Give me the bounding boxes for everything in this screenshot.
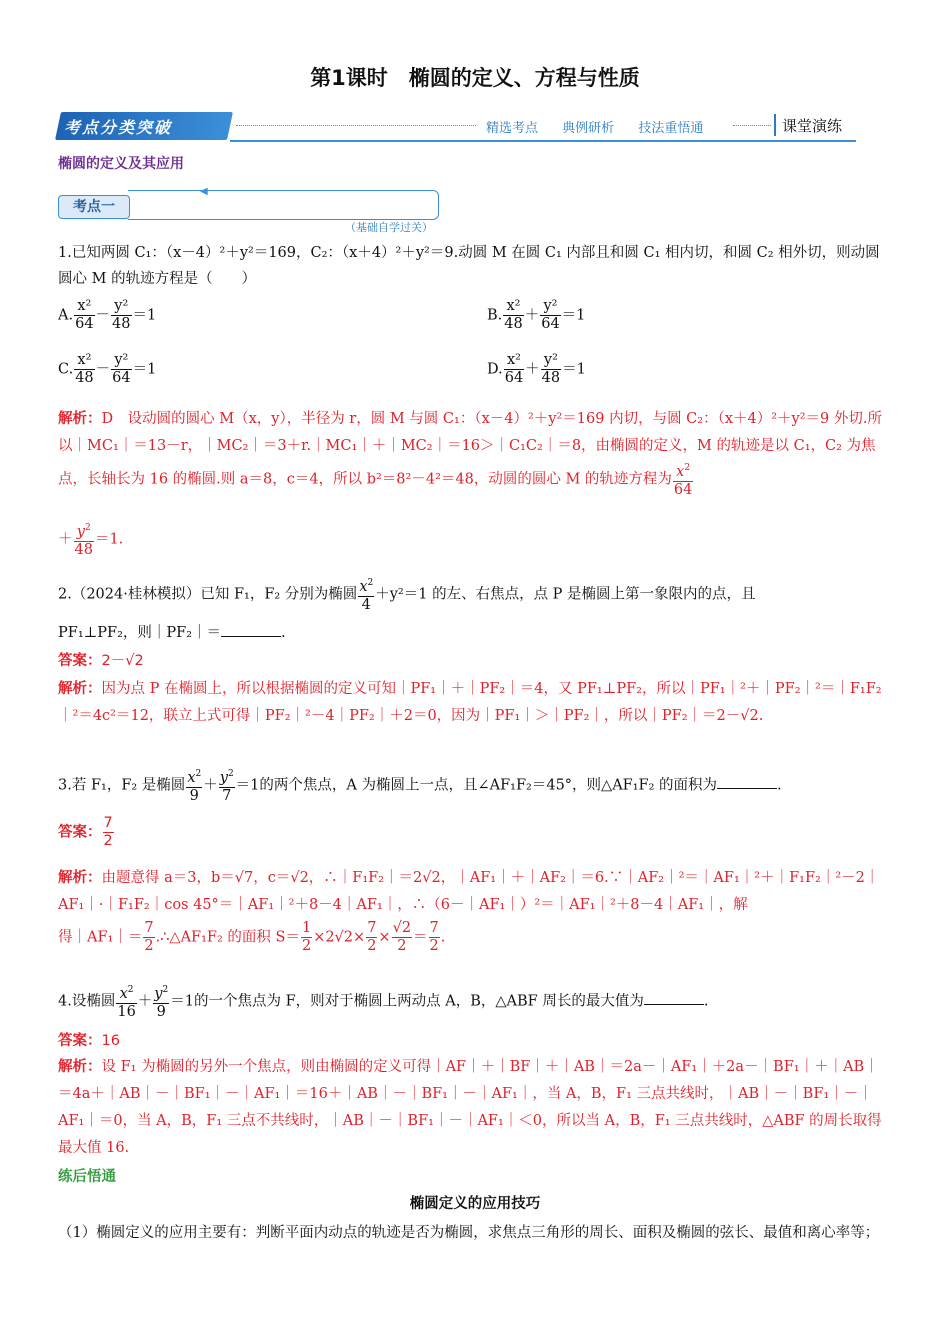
q2-stem: 2.（2024·桂林模拟）已知 F₁，F₂ 分别为椭圆 $\frac{x^2}{4}$ ＋y²＝1 的左、右焦点，点 P 是椭圆上第一象限内的点，且 — [58, 575, 888, 614]
q1-analysis: 解析：D 设动圆的圆心 M（x，y），半径为 r，圆 M 与圆 C₁：（x－4）²＋y²＝169 内切，与圆 C₂：（x＋4）²＋y²＝9 外切.所以｜MC₁｜＝13－r，｜MC₂｜＝3＋r.｜MC₁｜＋｜MC₂｜＝16＞｜C₁C₂｜＝8，由椭圆的定义，M 的轨迹是以 C₁，C₂ 为焦点，长轴长为 16 的椭圆.则 a＝8，c＝4，所以 b²＝8²－4²＝48，动圆的圆心 M 的轨迹方程为 $\frac{x^2}{64}$ — [58, 411, 883, 498]
answer-blank[interactable] — [221, 622, 281, 637]
section-banner — [58, 112, 858, 142]
banner-item: 典例研析 — [562, 121, 615, 136]
answer-blank[interactable] — [644, 990, 704, 1005]
q2-analysis: 解析：因为点 P 在椭圆上，所以根据椭圆的定义可知｜PF₁｜＋｜PF₂｜＝4，又 PF₁⊥PF₂，所以｜PF₁｜²＋｜PF₂｜²＝｜F₁F₂｜²＝4c²＝12，联立上式可得｜PF₂｜²－4｜PF₂｜＋2＝0，因为｜PF₁｜＞｜PF₂｜，所以｜PF₂｜＝2－√2. — [58, 681, 882, 724]
q2-answer: 答案：2－√2 — [58, 653, 144, 669]
q3-analysis-end: 得｜AF₁｜＝ $\frac{7}{2}$ .∴△AF₁F₂ 的面积 S＝ $\frac{1}{2}$ ×2√2× $\frac{7}{2}$ × $\frac{√2}{2}$ ＝ $\frac{7}{2}$ . — [58, 920, 446, 954]
q1-option-b: B. $\frac{\text{x²}}{48}$ ＋ $\frac{\text{y²}}{64}$ ＝1 — [487, 298, 586, 332]
kaodian-subtitle: （基础自学过关） — [345, 221, 433, 234]
kaodian-tag: 考点一 — [58, 195, 130, 219]
q4-stem: 4.设椭圆 $\frac{x^2}{16}$ ＋ $\frac{y^2}{9}$ ＝1的一个焦点为 F，则对于椭圆上两动点 A，B，△ABF 周长的最大值为 . — [58, 982, 888, 1021]
banner-separator — [774, 114, 776, 136]
banner-items — [486, 117, 717, 136]
q1-stem: 1.已知两圆 C₁：（x－4）²＋y²＝169，C₂：（x＋4）²＋y²＝9.动圆 M 在圆 C₁ 内部且和圆 C₁ 相内切，和圆 C₂ 相外切，则动圆圆心 M 的轨迹方程是（ ） — [58, 245, 880, 287]
q3-stem: 3.若 F₁，F₂ 是椭圆 $\frac{x^2}{9}$ ＋ $\frac{y^2}{7}$ ＝1的两个焦点，A 为椭圆上一点，且∠AF₁F₂＝45°，则△AF₁F₂ 的面积为 . — [58, 766, 888, 805]
answer-blank[interactable] — [717, 774, 777, 789]
banner-badge-text: 考点分类突破 — [64, 118, 173, 137]
q1-analysis-end: ＋ $\frac{y^2}{48}$ ＝1. — [58, 520, 888, 559]
q3-analysis: 解析：由题意得 a＝3，b＝√7，c＝√2，∴｜F₁F₂｜＝2√2，｜AF₁｜＋｜AF₂｜＝6.∵｜AF₂｜²＝｜AF₁｜²＋｜F₁F₂｜²－2｜AF₁｜·｜F₁F₂｜cos 45°＝｜AF₁｜²＋8－4｜AF₁｜，∴（6－｜AF₁｜）²＝｜AF₁｜²＋8－4｜AF₁｜，解 — [58, 870, 880, 913]
section-heading: 椭圆的定义及其应用 — [58, 156, 184, 172]
q3-answer: 答案： $\frac{7}{2}$ — [58, 815, 113, 849]
q4-analysis: 解析：设 F₁ 为椭圆的另外一个焦点，则由椭圆的定义可得｜AF｜＋｜BF｜＋｜AB｜＝2a－｜AF₁｜＋2a－｜BF₁｜＋｜AB｜＝4a＋｜AB｜－｜BF₁｜－｜AF₁｜＝16＋｜AB｜－｜BF₁｜－｜AF₁｜，当 A，B，F₁ 三点共线时，｜AB｜－｜BF₁｜－｜AF₁｜＝0，当 A，B，F₁ 三点不共线时，｜AB｜－｜BF₁｜－｜AF₁｜＜0，所以当 A，B，F₁ 三点共线时，△ABF 的周长取得最大值 16. — [58, 1059, 882, 1156]
tips-title: 椭圆定义的应用技巧 — [409, 1196, 541, 1212]
banner-dotted-line — [236, 125, 476, 126]
q1-option-a: A. $\frac{\text{x²}}{64}$ － $\frac{\text{y²}}{48}$ ＝1 — [58, 298, 157, 332]
banner-right-label: 课堂演练 — [782, 117, 843, 135]
q2-stem-cont: PF₁⊥PF₂，则｜PF₂｜＝ . — [58, 620, 888, 646]
arrow-left-icon: ◀ — [200, 186, 208, 197]
banner-item: 技法重悟通 — [638, 121, 704, 136]
page-title: 第1课时 椭圆的定义、方程与性质 — [310, 66, 640, 90]
kaodian-frame — [128, 190, 439, 220]
q4-answer: 答案：16 — [58, 1033, 120, 1049]
banner-underline — [230, 140, 856, 142]
tips-paragraph: （1）椭圆定义的应用主要有：判断平面内动点的轨迹是否为椭圆，求焦点三角形的周长、面积及椭圆的弦长、最值和离心率等； — [58, 1225, 880, 1241]
after-practice-heading: 练后悟通 — [58, 1169, 116, 1185]
q1-option-d: D. $\frac{\text{x²}}{64}$ ＋ $\frac{\text{y²}}{48}$ ＝1 — [487, 352, 586, 386]
q1-option-c: C. $\frac{\text{x²}}{48}$ － $\frac{\text{y²}}{64}$ ＝1 — [58, 352, 157, 386]
banner-dotted-line — [733, 125, 771, 126]
banner-item: 精选考点 — [486, 121, 539, 136]
